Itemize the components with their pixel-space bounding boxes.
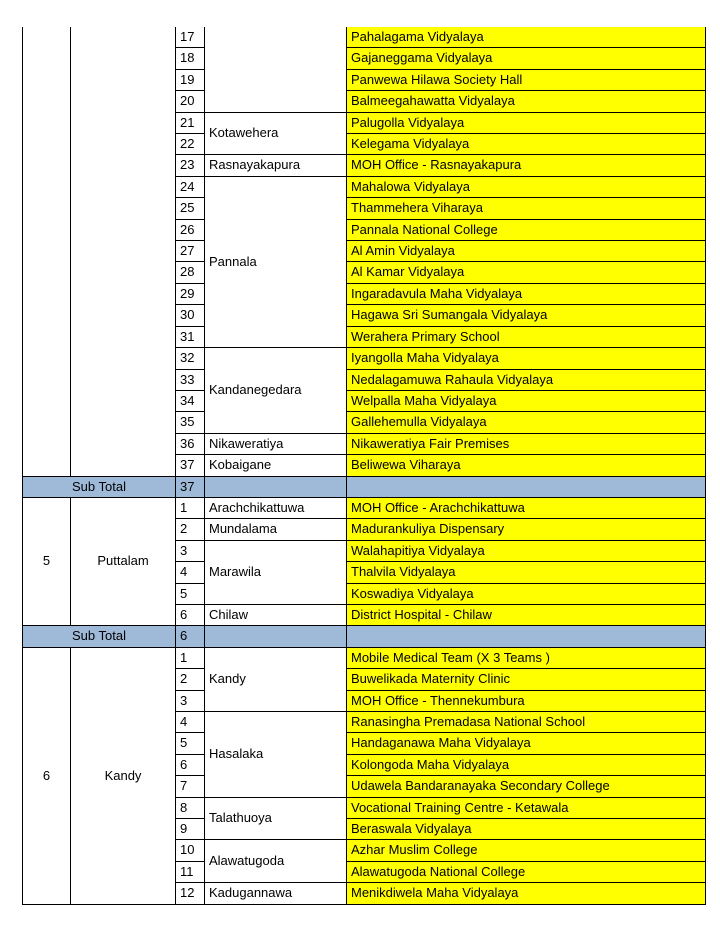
centre-number-cell: 22 [176, 134, 205, 155]
location-cell: Beraswala Vidyalaya [347, 819, 706, 840]
subtotal-row [23, 476, 706, 497]
subtotal-empty-cell [205, 626, 347, 647]
centre-number-cell: 19 [176, 69, 205, 90]
moh-area-cell: Mundalama [205, 519, 347, 540]
moh-area-cell: Pannala [205, 176, 347, 347]
location-cell: Madurankuliya Dispensary [347, 519, 706, 540]
centre-number-cell: 26 [176, 219, 205, 240]
location-cell: Balmeegahawatta Vidyalaya [347, 91, 706, 112]
subtotal-row [23, 626, 706, 647]
centre-number-cell: 30 [176, 305, 205, 326]
location-cell: Gallehemulla Vidyalaya [347, 412, 706, 433]
location-cell: Kolongoda Maha Vidyalaya [347, 754, 706, 775]
location-cell: Pahalagama Vidyalaya [347, 27, 706, 48]
location-cell: Ranasingha Premadasa National School [347, 712, 706, 733]
centre-number-cell: 9 [176, 819, 205, 840]
moh-area-cell: Kandy [205, 647, 347, 711]
moh-area-cell: Hasalaka [205, 712, 347, 798]
centre-number-cell: 29 [176, 283, 205, 304]
location-cell: Panwewa Hilawa Society Hall [347, 69, 706, 90]
centre-number-cell: 5 [176, 583, 205, 604]
moh-area-cell: Kadugannawa [205, 883, 347, 904]
moh-area-cell: Talathuoya [205, 797, 347, 840]
district-number-cell: 5 [23, 497, 71, 625]
moh-area-cell: Marawila [205, 540, 347, 604]
centre-number-cell: 20 [176, 91, 205, 112]
location-cell: Hagawa Sri Sumangala Vidyalaya [347, 305, 706, 326]
centre-number-cell: 17 [176, 27, 205, 48]
location-cell: Mobile Medical Team (X 3 Teams ) [347, 647, 706, 668]
moh-area-cell: Arachchikattuwa [205, 497, 347, 518]
centre-number-cell: 1 [176, 647, 205, 668]
centre-number-cell: 3 [176, 690, 205, 711]
district-name-cell: Puttalam [71, 497, 176, 625]
subtotal-value: 37 [176, 476, 205, 497]
centre-number-cell: 36 [176, 433, 205, 454]
location-cell: Ingaradavula Maha Vidyalaya [347, 283, 706, 304]
centre-number-cell: 27 [176, 241, 205, 262]
centre-number-cell: 6 [176, 754, 205, 775]
location-cell: Handaganawa Maha Vidyalaya [347, 733, 706, 754]
location-cell: Palugolla Vidyalaya [347, 112, 706, 133]
moh-area-cell: Chilaw [205, 604, 347, 625]
centre-number-cell: 8 [176, 797, 205, 818]
location-cell: Nikaweratiya Fair Premises [347, 433, 706, 454]
location-cell: Al Kamar Vidyalaya [347, 262, 706, 283]
location-cell: Iyangolla Maha Vidyalaya [347, 348, 706, 369]
location-cell: Thammehera Viharaya [347, 198, 706, 219]
moh-area-cell: Kotawehera [205, 112, 347, 155]
table-row [23, 497, 706, 518]
centre-number-cell: 4 [176, 562, 205, 583]
centre-number-cell: 2 [176, 519, 205, 540]
location-cell: Koswadiya Vidyalaya [347, 583, 706, 604]
subtotal-label: Sub Total [23, 626, 176, 647]
centre-number-cell: 35 [176, 412, 205, 433]
subtotal-empty-cell [347, 626, 706, 647]
district-number-cell: 6 [23, 647, 71, 904]
centre-number-cell: 37 [176, 455, 205, 476]
location-cell: Kelegama Vidyalaya [347, 134, 706, 155]
location-cell: Nedalagamuwa Rahaula Vidyalaya [347, 369, 706, 390]
location-cell: Azhar Muslim College [347, 840, 706, 861]
vaccination-centres-table [22, 27, 706, 905]
centre-number-cell: 5 [176, 733, 205, 754]
location-cell: Gajaneggama Vidyalaya [347, 48, 706, 69]
location-cell: Al Amin Vidyalaya [347, 241, 706, 262]
centre-number-cell: 2 [176, 669, 205, 690]
centre-number-cell: 11 [176, 861, 205, 882]
centre-number-cell: 18 [176, 48, 205, 69]
moh-area-cell: Kobaigane [205, 455, 347, 476]
subtotal-empty-cell [347, 476, 706, 497]
location-cell: District Hospital - Chilaw [347, 604, 706, 625]
location-cell: Thalvila Vidyalaya [347, 562, 706, 583]
location-cell: Pannala National College [347, 219, 706, 240]
moh-area-cell: Kandanegedara [205, 348, 347, 434]
centre-number-cell: 23 [176, 155, 205, 176]
location-cell: Beliwewa Viharaya [347, 455, 706, 476]
moh-area-cell: Alawatugoda [205, 840, 347, 883]
location-cell: Udawela Bandaranayaka Secondary College [347, 776, 706, 797]
centre-number-cell: 25 [176, 198, 205, 219]
location-cell: Vocational Training Centre - Ketawala [347, 797, 706, 818]
centre-number-cell: 1 [176, 497, 205, 518]
district-number-cell [23, 27, 71, 476]
centre-number-cell: 24 [176, 176, 205, 197]
location-cell: MOH Office - Rasnayakapura [347, 155, 706, 176]
centre-number-cell: 21 [176, 112, 205, 133]
centre-number-cell: 32 [176, 348, 205, 369]
centre-number-cell: 4 [176, 712, 205, 733]
location-cell: Buwelikada Maternity Clinic [347, 669, 706, 690]
district-name-cell [71, 27, 176, 476]
location-cell: MOH Office - Arachchikattuwa [347, 497, 706, 518]
centre-number-cell: 10 [176, 840, 205, 861]
location-cell: MOH Office - Thennekumbura [347, 690, 706, 711]
district-name-cell: Kandy [71, 647, 176, 904]
location-cell: Mahalowa Vidyalaya [347, 176, 706, 197]
moh-area-cell: Rasnayakapura [205, 155, 347, 176]
location-cell: Werahera Primary School [347, 326, 706, 347]
centre-number-cell: 31 [176, 326, 205, 347]
centre-number-cell: 33 [176, 369, 205, 390]
location-cell: Walahapitiya Vidyalaya [347, 540, 706, 561]
table-row [23, 27, 706, 48]
centre-number-cell: 12 [176, 883, 205, 904]
subtotal-value: 6 [176, 626, 205, 647]
centre-number-cell: 3 [176, 540, 205, 561]
location-cell: Welpalla Maha Vidyalaya [347, 390, 706, 411]
moh-area-cell [205, 27, 347, 112]
centre-number-cell: 34 [176, 390, 205, 411]
moh-area-cell: Nikaweratiya [205, 433, 347, 454]
centre-number-cell: 28 [176, 262, 205, 283]
table-row [23, 647, 706, 668]
location-cell: Menikdiwela Maha Vidyalaya [347, 883, 706, 904]
centre-number-cell: 6 [176, 604, 205, 625]
location-cell: Alawatugoda National College [347, 861, 706, 882]
subtotal-empty-cell [205, 476, 347, 497]
subtotal-label: Sub Total [23, 476, 176, 497]
table-body [23, 27, 706, 904]
centre-number-cell: 7 [176, 776, 205, 797]
